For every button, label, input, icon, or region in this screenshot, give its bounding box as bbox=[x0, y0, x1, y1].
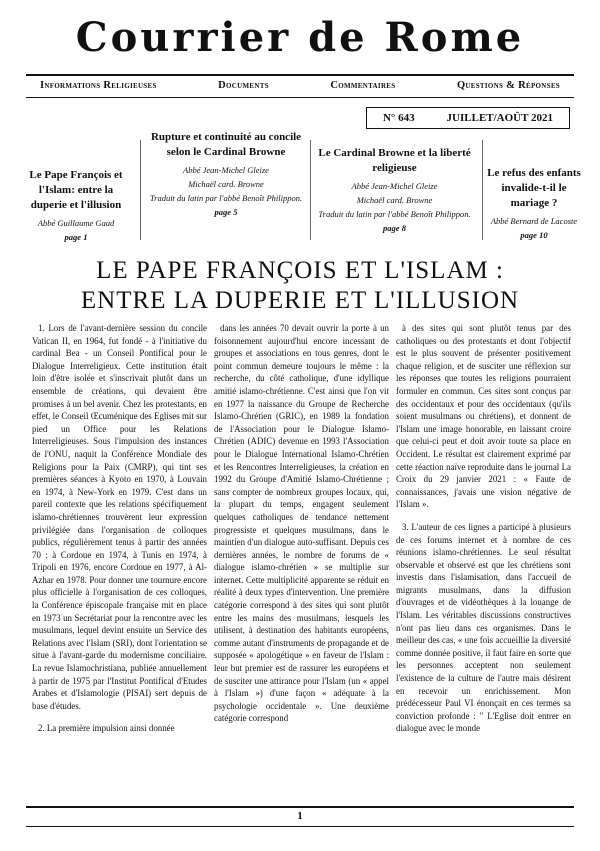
article-column-2 bbox=[214, 322, 389, 735]
nav-rule bbox=[26, 97, 574, 98]
masthead-title: Courrier de Rome bbox=[75, 14, 525, 61]
teaser-author: Abbé Guillaume Gaud bbox=[37, 218, 115, 228]
article-column-1 bbox=[32, 322, 207, 745]
nav-item-documents: Documents bbox=[218, 80, 269, 91]
issue-number: N° 643 bbox=[382, 112, 415, 124]
teaser-author2: Michaël card. Browne bbox=[356, 195, 433, 205]
headline-line-2: ENTRE LA DUPERIE ET L'ILLUSION bbox=[80, 287, 520, 314]
headline-line-1: LE PAPE FRANÇOIS ET L'ISLAM : bbox=[96, 257, 504, 284]
nav-item-informations: Informations Religieuses bbox=[40, 80, 157, 91]
teaser-page: page 5 bbox=[214, 207, 238, 217]
issue-date: JUILLET/AOÛT 2021 bbox=[446, 112, 554, 124]
article-headline bbox=[0, 256, 600, 316]
teaser-title: Rupture et continuité au concile selon le Cardinal Browne bbox=[150, 131, 302, 158]
teaser-author2: Michaël card. Browne bbox=[188, 179, 264, 189]
teaser-4 bbox=[486, 166, 582, 240]
teaser-translator: Traduit du latin par l'abbé Benoît Philippon. bbox=[318, 209, 471, 219]
teaser-page: page 8 bbox=[383, 223, 406, 233]
article-column-3 bbox=[396, 322, 571, 745]
paragraph: 1. Lors de l'avant-dernière session du concile Vatican II, en 1964, fut fondé - à l'initiative du cardinal Bea - un Conseil Pontifical pour le Dialogue Interreligieux. Cette institution était loin d'être isolée et s'inscrivait plutôt dans un ensemble de créations, qui devaient être promises à un bel avenir. Chez les protestants, en effet, le Conseil Œcuménique des Eglises mit sur pied un Office pour les Relations Interreligieuses. Sous l'impulsion des instances de l'ONU, naquit la Conférence Mondiale des Religions pour la Paix (CMRP), qui tint ses premières séances à Kyoto en 1970, à Louvain en 1974, à New-York en 1979. C'est dans un pareil contexte que les relations spécifiquement islamo-chrétiennes trouvèrent leur expression privilégiée dans l'organisation de colloques publics, régulièrement tenus à partir des années 70 : à Cordoue en 1974, à Tunis en 1974, à Tripoli en 1976, encore Cordoue en 1977, à Al-Azhar en 1978. Pour donner une tournure encore plus officielle à l'organisation de ces colloques, la Conférence épiscopale française mit en place en 1973 un Secrétariat pour la rencontre avec les musulmans, lequel devint ensuite un Service des Relations avec l'Islam (SRI), dont l'orientation se situe à l'avant-garde du modernisme conciliaire. La revue Islamochristiana, publiée annuellement à partir de 1975 par l'Institut Pontifical d'Etudes Arabes et d'Islamologie (PISAI) sert depuis de base d'études. bbox=[32, 323, 207, 711]
footer-rule-bottom bbox=[26, 826, 574, 827]
teaser-1 bbox=[22, 168, 130, 242]
paragraph: 3. L'auteur de ces lignes a participé à plusieurs de ces forums internet et à nombre de ces réunions islamo-chrétiennes. Le seul résultat observable et observé est que les chrétiens sont investis dans l'islamisation, dans l'accueil de migrants musulmans, dans la diffusion d'ouvrages et de vidéothèques à la louange de l'Islam. Les véritables discussions constructives n'ont pas lieu dans ces organismes. Dans le meilleur des cas, « une fois accueillie la diversité comme donnée positive, il faut faire en sorte que les personnes acceptent non seulement l'existence de la culture de l'autre mais désirent en recevoir un enrichissement. Mon prédécesseur Paul VI énonçait en ces termes sa conviction profonde : " L'Eglise doit entrer en dialogue avec le monde bbox=[396, 521, 571, 734]
teaser-divider bbox=[140, 140, 141, 240]
section-nav bbox=[40, 80, 560, 91]
footer-rule bbox=[26, 806, 574, 808]
masthead-rule-top bbox=[26, 74, 574, 76]
teaser-page: page 10 bbox=[520, 230, 548, 240]
teaser-title: Le refus des enfants invalide-t-il le mariage ? bbox=[487, 167, 581, 209]
teaser-divider bbox=[310, 140, 311, 240]
teaser-page: page 1 bbox=[64, 232, 88, 242]
teaser-3 bbox=[312, 146, 477, 233]
teaser-author: Abbé Jean-Michel Gleize bbox=[351, 181, 438, 191]
teaser-divider bbox=[482, 140, 483, 240]
issue-box bbox=[366, 107, 570, 129]
teaser-translator: Traduit du latin par l'abbé Benoît Philippon. bbox=[149, 193, 303, 203]
paragraph: dans les années 70 devait ouvrir la porte à un foisonnement aujourd'hui encore incessant de groupes et associations en tous genres, dont le point commun demeure toujours le même : la recherche, du côté catholique, d'une idyllique amitié islamo-chrétienne. C'est ainsi que l'on vit en 1977 la naissance du Groupe de Recherche Islamo-Chrétien (GRIC), en 1989 la fondation de l'Association pour le Dialogue Islamo-Chrétien (ADIC) devenue en 1993 l'Association pour le Dialogue International Islamo-Chrétien et les Rencontres Interreligieuses, la création en 1992 du Groupe d'Amitié Islamo-Chrétienne ; sans compter de nombreux groupes locaux, qui, la plupart du temps, engagent seulement quelques catholiques de tendance nettement progressiste et quelques musulmans, dans le maintien d'un dialogue auto-suffisant. Depuis ces dernières années, le nombre de forums de « dialogue islamo-chrétien » se multiplie sur internet. Cette multiplicité apparente se réduit en réalité à deux types d'intervention. Une première catégorie correspond à des sites qui sont plutôt entre les mains des musulmans, lesquels les utilisent, à destination des habitants européens, comme autant d'instruments de propagande et de supposée « apologétique » en faveur de l'Islam : leur but premier est de rassurer les européens et de susciter une attirance pour l'Islam (un « appel à l'Islam ») d'une façon « adéquate à la psychologie occidentale ». Une deuxième catégorie correspond bbox=[214, 323, 389, 724]
page-number: 1 bbox=[297, 810, 303, 822]
teaser-title: Le Cardinal Browne et la liberté religieuse bbox=[318, 147, 471, 174]
nav-item-commentaires: Commentaires bbox=[330, 80, 396, 91]
teaser-title: Le Pape François et l'Islam: entre la duperie et l'illusion bbox=[29, 169, 123, 211]
paragraph: à des sites qui sont plutôt tenus par des catholiques ou des protestants et dont l'objectif est le plus souvent de présenter positivement chaque religion, et de susciter une réflexion sur les réponses que toutes les religions pourraient formuler en commun. Ces sites sont conçus par des occidentaux et pour des occidentaux (qu'ils soient musulmans ou chrétiens), et donnent de l'Islam une image honorable, en laissant croire que celui-ci peut et doit avoir toute sa place en Occident. Le résultat est clairement exprimé par cette réaction naïve reproduite dans le journal La Croix du 29 janvier 2021 : « Faute de connaissances, j'avais une vision négative de l'Islam ». bbox=[396, 323, 571, 510]
teaser-2 bbox=[146, 130, 306, 217]
teaser-author: Abbé Jean-Michel Gleize bbox=[183, 165, 269, 175]
teaser-author: Abbé Bernard de Lacoste bbox=[490, 216, 578, 226]
nav-item-questions: Questions & Réponses bbox=[456, 80, 560, 91]
paragraph: 2. La première impulsion ainsi donnée bbox=[38, 723, 175, 734]
